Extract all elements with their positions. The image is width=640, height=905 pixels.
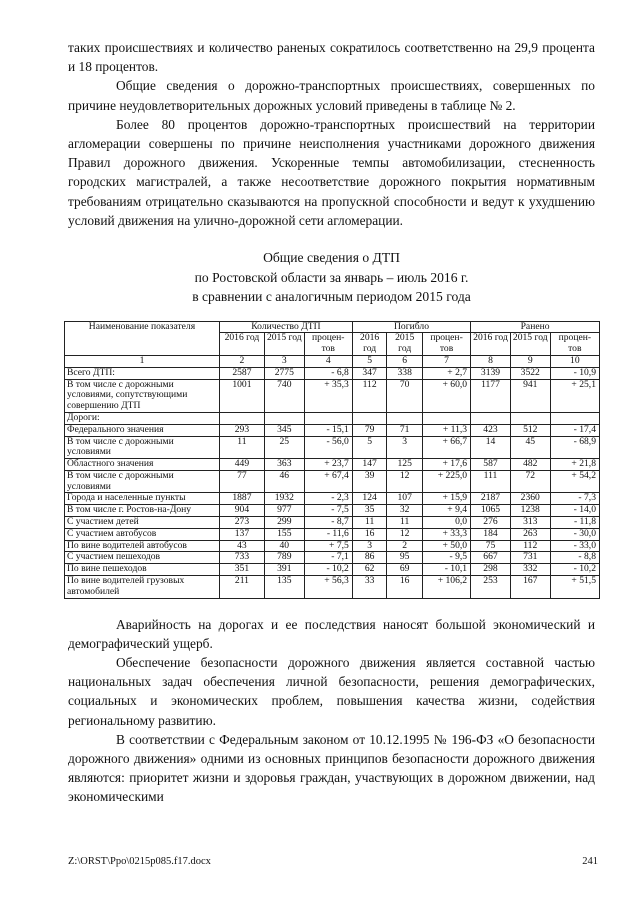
table-cell: 2587 <box>219 367 264 379</box>
table-cell: 0,0 <box>422 517 470 529</box>
table-cell: 112 <box>510 540 550 552</box>
table-cell: + 15,9 <box>422 493 470 505</box>
table-cell: - 7,3 <box>550 493 599 505</box>
table-cell: 125 <box>387 459 423 471</box>
table-cell: 2775 <box>264 367 304 379</box>
table-header-row <box>65 321 600 333</box>
table-cell: 77 <box>219 470 264 493</box>
table-cell: - 2,3 <box>304 493 352 505</box>
table-cell <box>264 412 304 424</box>
table-row <box>65 367 600 379</box>
table-cell: 46 <box>264 470 304 493</box>
table-cell: 1238 <box>510 505 550 517</box>
subheader-cell: 2016 год <box>352 333 387 356</box>
table-cell: - 10,2 <box>304 564 352 576</box>
header-killed: Погибло <box>352 321 470 333</box>
table-cell: - 56,0 <box>304 436 352 459</box>
table-cell: 733 <box>219 552 264 564</box>
intro-paragraph-3: Более 80 процентов дорожно-транспортных происшествий на территории агломерации совершены по причине неисполнения участниками дорожного движения Правил дорожного движения. Ускоренные темпы автомобилизации, стесненность городских магистралей, а также несоответствие дорожного покрытия нормативным требованиям отрицательно сказываются на пропускной способности и ведут к ухудшению условий движения на улично-дорожной сети агломерации. <box>68 116 595 228</box>
table-row <box>65 528 600 540</box>
column-index: 5 <box>352 355 387 367</box>
after-paragraph-1: Аварийность на дорогах и ее последствия наносят большой экономический и демографический ущерб. <box>68 616 595 651</box>
table-cell: 62 <box>352 564 387 576</box>
table-cell: 16 <box>387 576 423 599</box>
table-cell <box>219 412 264 424</box>
caption-line-1: Общие сведения о ДТП <box>263 250 400 266</box>
table-cell: - 8,8 <box>550 552 599 564</box>
table-cell: 347 <box>352 367 387 379</box>
table-cell: - 6,8 <box>304 367 352 379</box>
intro-paragraph-1: таких происшествиях и количество раненых сократилось соответственно на 29,9 процента и 18 процентов. <box>68 40 595 75</box>
row-label: В том числе с дорожными условиями, сопутствующими совершению ДТП <box>65 379 220 412</box>
table-cell: 299 <box>264 517 304 529</box>
table-row <box>65 564 600 576</box>
page-footer <box>68 856 598 867</box>
subheader-cell: процен-тов <box>304 333 352 356</box>
table-row <box>65 505 600 517</box>
document-page <box>68 38 595 807</box>
column-index: 1 <box>65 355 220 367</box>
row-label: С участием пешеходов <box>65 552 220 564</box>
accident-statistics-table <box>64 321 600 599</box>
table-cell: 731 <box>510 552 550 564</box>
table-cell: + 17,6 <box>422 459 470 471</box>
table-cell: - 33,0 <box>550 540 599 552</box>
table-cell: + 23,7 <box>304 459 352 471</box>
table-cell: 86 <box>352 552 387 564</box>
table-cell: 45 <box>510 436 550 459</box>
table-cell: + 50,0 <box>422 540 470 552</box>
table-cell: - 9,5 <box>422 552 470 564</box>
table-cell: 512 <box>510 424 550 436</box>
header-count: Количество ДТП <box>219 321 352 333</box>
table-cell: 39 <box>352 470 387 493</box>
after-paragraph-2: Обеспечение безопасности дорожного движения является составной частью национальных задач обеспечения личной безопасности, решения демографических, социальных и экономических проблем, повышения качества жизни, содействия региональному развитию. <box>68 655 595 728</box>
table-cell: 977 <box>264 505 304 517</box>
table-cell: - 10,9 <box>550 367 599 379</box>
table-row <box>65 552 600 564</box>
table-cell: 40 <box>264 540 304 552</box>
table-cell: - 10,1 <box>422 564 470 576</box>
table-cell <box>471 412 511 424</box>
table-row <box>65 412 600 424</box>
table-row <box>65 517 600 529</box>
table-cell: 72 <box>510 470 550 493</box>
table-cell: - 10,2 <box>550 564 599 576</box>
table-row <box>65 379 600 412</box>
row-label: По вине водителей грузовых автомобилей <box>65 576 220 599</box>
table-cell: 338 <box>387 367 423 379</box>
table-cell: + 9,4 <box>422 505 470 517</box>
row-label: В том числе г. Ростов-на-Дону <box>65 505 220 517</box>
table-cell: + 35,3 <box>304 379 352 412</box>
table-cell: 298 <box>471 564 511 576</box>
table-cell: 11 <box>387 517 423 529</box>
table-cell: + 225,0 <box>422 470 470 493</box>
table-cell: 2360 <box>510 493 550 505</box>
column-index: 3 <box>264 355 304 367</box>
row-label: Дороги: <box>65 412 220 424</box>
table-cell: 35 <box>352 505 387 517</box>
table-cell: 16 <box>352 528 387 540</box>
table-row <box>65 436 600 459</box>
table-cell: 12 <box>387 470 423 493</box>
table-cell: + 11,3 <box>422 424 470 436</box>
table-cell: 313 <box>510 517 550 529</box>
table-cell: + 33,3 <box>422 528 470 540</box>
table-cell: - 30,0 <box>550 528 599 540</box>
table-cell: + 21,8 <box>550 459 599 471</box>
table-cell: 124 <box>352 493 387 505</box>
table-cell: 147 <box>352 459 387 471</box>
column-index: 10 <box>550 355 599 367</box>
table-cell: 3522 <box>510 367 550 379</box>
row-label: В том числе с дорожными условиями <box>65 436 220 459</box>
table-cell: 587 <box>471 459 511 471</box>
table-cell: 43 <box>219 540 264 552</box>
column-index-row <box>65 355 600 367</box>
table-cell: 482 <box>510 459 550 471</box>
table-cell: 184 <box>471 528 511 540</box>
table-body <box>65 355 600 598</box>
intro-paragraph-2: Общие сведения о дорожно-транспортных происшествиях, совершенных по причине неудовлетворительных дорожных условий приведены в таблице № 2. <box>68 78 595 113</box>
after-paragraph-3: В соответствии с Федеральным законом от 10.12.1995 № 196-ФЗ «О безопасности дорожного движения» одними из основных принципов безопасности дорожного движения являются: приоритет жизни и здоровья граждан, участвующих в дорожном движении, над экономическими <box>68 731 595 805</box>
table-cell: - 7,1 <box>304 552 352 564</box>
table-cell: + 66,7 <box>422 436 470 459</box>
table-cell: - 17,4 <box>550 424 599 436</box>
table-cell: + 2,7 <box>422 367 470 379</box>
table-cell: 12 <box>387 528 423 540</box>
table-cell: 11 <box>352 517 387 529</box>
table-cell: 3 <box>352 540 387 552</box>
column-index: 7 <box>422 355 470 367</box>
caption-line-2: по Ростовской области за январь – июль 2016 г. <box>194 269 469 285</box>
table-cell: 33 <box>352 576 387 599</box>
table-row <box>65 540 600 552</box>
table-cell: 1887 <box>219 493 264 505</box>
table-cell: 941 <box>510 379 550 412</box>
table-cell: 345 <box>264 424 304 436</box>
header-name: Наименование показателя <box>65 321 220 355</box>
table-cell: - 11,8 <box>550 517 599 529</box>
subheader-cell: процен-тов <box>422 333 470 356</box>
table-cell: + 67,4 <box>304 470 352 493</box>
table-cell: 137 <box>219 528 264 540</box>
table-cell: 789 <box>264 552 304 564</box>
table-cell: 25 <box>264 436 304 459</box>
table-cell: + 51,5 <box>550 576 599 599</box>
column-index: 4 <box>304 355 352 367</box>
file-path: Z:\ORST\Ppo\0215p085.f17.docx <box>68 856 211 867</box>
table-cell: 107 <box>387 493 423 505</box>
table-cell: 1001 <box>219 379 264 412</box>
table-cell: 423 <box>471 424 511 436</box>
column-index: 8 <box>471 355 511 367</box>
table-cell: 740 <box>264 379 304 412</box>
row-label: Областного значения <box>65 459 220 471</box>
subheader-cell: 2016 год <box>219 333 264 356</box>
table-cell: 79 <box>352 424 387 436</box>
table-cell <box>550 412 599 424</box>
table-cell: 111 <box>471 470 511 493</box>
subheader-cell: 2015 год <box>264 333 304 356</box>
table-cell: 276 <box>471 517 511 529</box>
table-row <box>65 493 600 505</box>
caption-line-3: в сравнении с аналогичным периодом 2015 года <box>192 289 471 305</box>
table-cell: 71 <box>387 424 423 436</box>
table-cell: 70 <box>387 379 423 412</box>
table-cell <box>387 412 423 424</box>
row-label: Города и населенные пункты <box>65 493 220 505</box>
table-cell <box>510 412 550 424</box>
table-cell: 112 <box>352 379 387 412</box>
table-cell: 69 <box>387 564 423 576</box>
table-cell <box>352 412 387 424</box>
table-cell: 11 <box>219 436 264 459</box>
table-cell: + 7,5 <box>304 540 352 552</box>
table-cell: - 11,6 <box>304 528 352 540</box>
row-label: С участием детей <box>65 517 220 529</box>
table-row <box>65 470 600 493</box>
table-cell: 2 <box>387 540 423 552</box>
table-cell: 351 <box>219 564 264 576</box>
table-cell <box>422 412 470 424</box>
row-label: Федерального значения <box>65 424 220 436</box>
table-cell: - 68,9 <box>550 436 599 459</box>
table-cell: 95 <box>387 552 423 564</box>
table-cell: + 56,3 <box>304 576 352 599</box>
table-cell: 3 <box>387 436 423 459</box>
table-cell: 391 <box>264 564 304 576</box>
table-cell: 263 <box>510 528 550 540</box>
row-label: По вине водителей автобусов <box>65 540 220 552</box>
table-cell: 1065 <box>471 505 511 517</box>
column-index: 6 <box>387 355 423 367</box>
column-index: 9 <box>510 355 550 367</box>
table-cell: 293 <box>219 424 264 436</box>
table-cell: 32 <box>387 505 423 517</box>
subheader-cell: процен-тов <box>550 333 599 356</box>
table-cell: 1932 <box>264 493 304 505</box>
table-cell: 2187 <box>471 493 511 505</box>
table-cell: 211 <box>219 576 264 599</box>
table-cell: + 106,2 <box>422 576 470 599</box>
table-cell: - 8,7 <box>304 517 352 529</box>
table-cell: 14 <box>471 436 511 459</box>
table-row <box>65 459 600 471</box>
table-cell: - 15,1 <box>304 424 352 436</box>
table-cell: 5 <box>352 436 387 459</box>
table-cell: 75 <box>471 540 511 552</box>
table-cell: 155 <box>264 528 304 540</box>
table-cell: 273 <box>219 517 264 529</box>
table-cell: 135 <box>264 576 304 599</box>
table-cell <box>304 412 352 424</box>
column-index: 2 <box>219 355 264 367</box>
table-cell: - 14,0 <box>550 505 599 517</box>
subheader-cell: 2015 год <box>510 333 550 356</box>
row-label: С участием автобусов <box>65 528 220 540</box>
header-injured: Ранено <box>471 321 600 333</box>
table-cell: 332 <box>510 564 550 576</box>
page-number: 241 <box>582 856 598 867</box>
table-cell: 363 <box>264 459 304 471</box>
table-cell: - 7,5 <box>304 505 352 517</box>
table-cell: 667 <box>471 552 511 564</box>
row-label: В том числе с дорожными условиями <box>65 470 220 493</box>
table-cell: 253 <box>471 576 511 599</box>
table-cell: 449 <box>219 459 264 471</box>
table-cell: + 54,2 <box>550 470 599 493</box>
row-label: Всего ДТП: <box>65 367 220 379</box>
subheader-cell: 2015 год <box>387 333 423 356</box>
table-cell: 904 <box>219 505 264 517</box>
subheader-cell: 2016 год <box>471 333 511 356</box>
table-caption <box>68 248 595 307</box>
table-cell: 3139 <box>471 367 511 379</box>
table-cell: 167 <box>510 576 550 599</box>
table-cell: + 60,0 <box>422 379 470 412</box>
row-label: По вине пешеходов <box>65 564 220 576</box>
table-row <box>65 576 600 599</box>
table-cell: 1177 <box>471 379 511 412</box>
table-row <box>65 424 600 436</box>
table-cell: + 25,1 <box>550 379 599 412</box>
